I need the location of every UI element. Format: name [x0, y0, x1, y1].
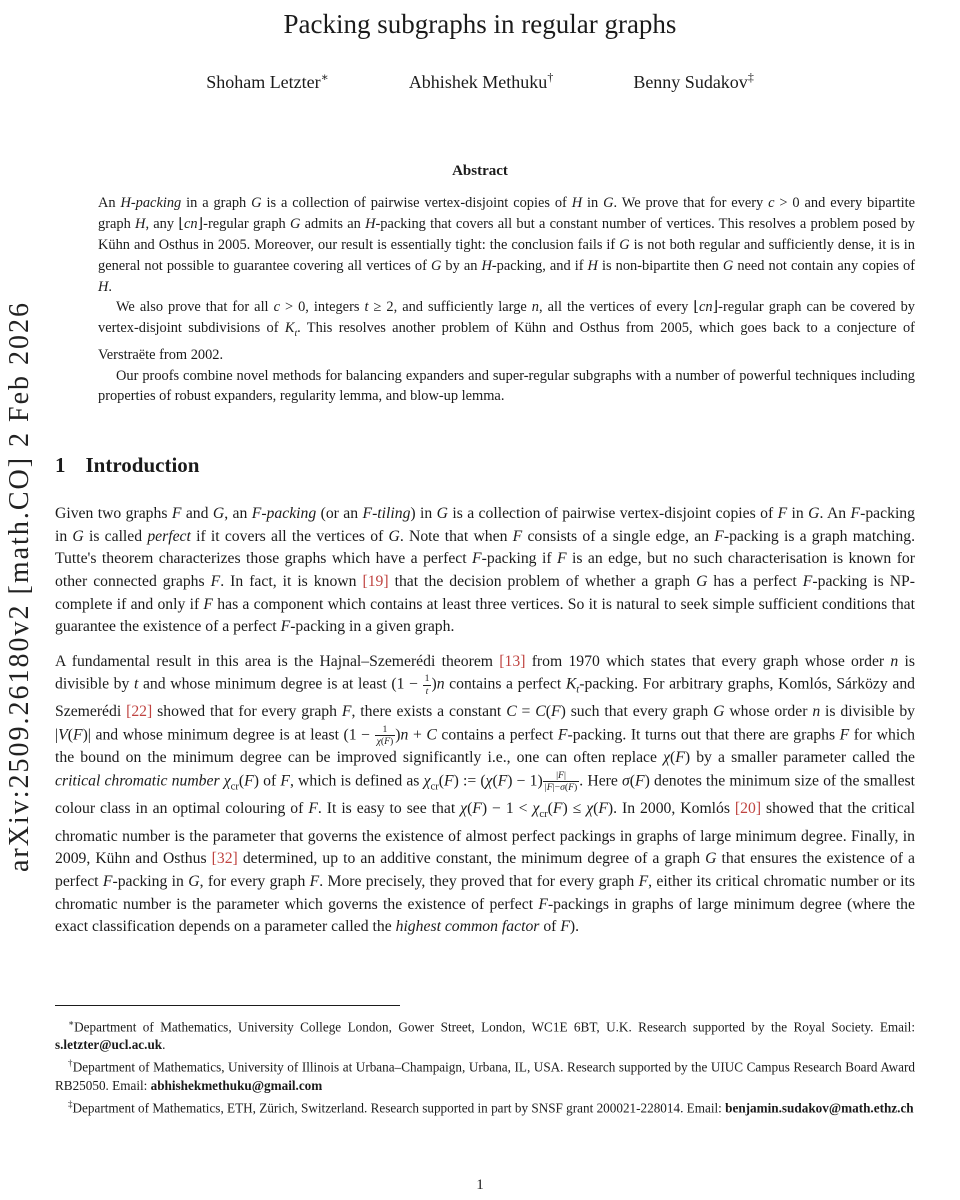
citation-22[interactable]: [22]	[126, 703, 153, 721]
footnote-text: Department of Mathematics, University College London, Gower Street, London, WC1E 6BT, U.K. Research supported by the Royal Society. Email: s.letzter@ucl.ac.uk.	[55, 1019, 915, 1053]
footnote-area	[55, 1005, 915, 1200]
author-footnote-mark: †	[547, 70, 554, 85]
section-heading	[55, 453, 915, 478]
arxiv-identifier-stamp: arXiv:2509.26180v2 [math.CO] 2 Feb 2026	[4, 300, 35, 872]
footnote-mark: ∗	[68, 1018, 75, 1028]
footnote-mark: ‡	[68, 1098, 73, 1109]
introduction-body	[55, 503, 915, 939]
author-list	[0, 70, 960, 93]
abstract-paragraph: Our proofs combine novel methods for balancing expanders and super-regular subgraphs with a number of powerful techniques including properties of robust expanders, regularity lemma, and blow-up lemma.	[98, 367, 915, 405]
footnote	[55, 1095, 915, 1117]
section-title: Introduction	[85, 453, 200, 478]
abstract-body	[98, 193, 915, 407]
citation-32[interactable]: [32]	[211, 850, 238, 868]
footnote	[55, 1014, 915, 1054]
author-name: Shoham Letzter	[206, 72, 321, 93]
author-name: Benny Sudakov	[633, 72, 748, 93]
body-paragraph: Given two graphs F and G, an F-packing (or an F-tiling) in G is a collection of pairwise vertex-disjoint copies of F in G. An F-packing in G is called perfect if it covers all the vertices of G. Note that when F consists of a single edge, an F-packing is a graph matching. Tutte's theorem characterizes those graphs which have a perfect F-packing if F is an edge, but no such characterisation is known for other connected graphs F. In fact, it is known [19] that the decision problem of whether a graph G has a perfect F-packing is NP-complete if and only if F has a component which contains at least three vertices. So it is natural to seek simple sufficient conditions that guarantee the existence of a perfect F-packing in a given graph.	[55, 505, 916, 636]
email-sudakov: benjamin.sudakov@math.ethz.ch	[725, 1100, 914, 1116]
citation-13[interactable]: [13]	[499, 652, 526, 670]
citation-20[interactable]: [20]	[734, 800, 762, 818]
footnote-text: Department of Mathematics, ETH, Zürich, Switzerland. Research supported in part by SNSF grant 200021-228014. Email: benjamin.sudakov@math.ethz.ch	[72, 1100, 914, 1116]
footnote-list	[55, 1014, 915, 1117]
paper-title: Packing subgraphs in regular graphs	[283, 9, 677, 39]
abstract-heading: Abstract	[452, 163, 508, 180]
abstract-paragraph: An H-packing in a graph G is a collection of pairwise vertex-disjoint copies of H in G. We prove that for every c > 0 and every bipartite graph H, any ⌊cn⌋-regular graph G admits an H-packing that covers all but a constant number of vertices. This resolves a problem posed by Kühn and Osthus in 2005. Moreover, our result is essentially tight: the conclusion fails if G is not both regular and sufficiently dense, it is in general not possible to guarantee covering all vertices of G by an H-packing, and if H is non-bipartite then G need not contain any copies of H.	[98, 195, 915, 295]
author	[206, 70, 329, 93]
footnote-mark: †	[68, 1058, 73, 1069]
author	[633, 70, 754, 93]
author-name: Abhishek Methuku	[408, 72, 548, 93]
citation-19[interactable]: [19]	[362, 573, 389, 591]
author-footnote-mark: ∗	[320, 70, 329, 85]
author	[409, 70, 554, 93]
footnote-rule	[55, 1005, 400, 1006]
body-paragraph: A fundamental result in this area is the Hajnal–Szemerédi theorem [13] from 1970 which states that every graph whose order n is divisible by t and whose minimum degree is at least (1 − $\frac{1}{t}$ )n contains a perfect $K_t$-packing. For arbitrary graphs, Komlós, Sárközy and Szemerédi [22] showed that for every graph F, there exists a constant C = C(F) such that every graph G whose order n is divisible by |V(F)| and whose minimum degree is at least (1 − $\frac{1}{\chi(F)}$ )n + C contains a perfect F-packing. It turns out that there are graphs F for which the bound on the minimum degree can be improved significantly i.e., one can often replace χ(F) by a smaller parameter called the critical chromatic number $\chi_{cr}(F)$ of F, which is defined as $\chi_{cr}(F)$ := (χ(F) − 1) $\frac{|F|}{|F|-\sigma(F)}$ . Here σ(F) denotes the minimum size of the smallest colour class in an optimal colouring of F. It is easy to see that $\chi(F) - 1 < \chi_{cr}(F) \le \chi(F)$. In 2000, Komlós [20] showed that the critical chromatic number is the parameter that governs the existence of almost perfect packings in graphs of large minimum degree. Finally, in 2009, Kühn and Osthus [32] determined, up to an additive constant, the minimum degree of a graph G that ensures the existence of a perfect F-packing in G, for every graph F. More precisely, they proved that for every graph F, either its critical chromatic number or its chromatic number is the parameter which governs the existence of perfect F-packings in graphs of large minimum degree (where the exact classification depends on a parameter called the highest common factor of F).	[55, 652, 916, 936]
footnote	[55, 1054, 915, 1094]
email-methuku: abhishekmethuku@gmail.com	[150, 1077, 323, 1093]
footnote-text: Department of Mathematics, University of Illinois at Urbana–Champaign, Urbana, IL, USA. Research supported by the UIUC Campus Research Board Award RB25050. Email: abhishekmethuku@gmail.com	[55, 1059, 916, 1093]
email-letzter: s.letzter@ucl.ac.uk	[55, 1037, 163, 1053]
section-number: 1	[55, 453, 66, 478]
page-number: 1	[476, 1177, 484, 1193]
abstract-paragraph: We also prove that for all c > 0, integers t ≥ 2, and sufficiently large n, all the vertices of every ⌊cn⌋-regular graph can be covered by vertex-disjoint subdivisions of $K_t$. This resolves another problem of Kühn and Osthus from 2005, which goes back to a conjecture of Verstraëte from 2002.	[98, 299, 915, 363]
author-footnote-mark: ‡	[747, 70, 754, 85]
